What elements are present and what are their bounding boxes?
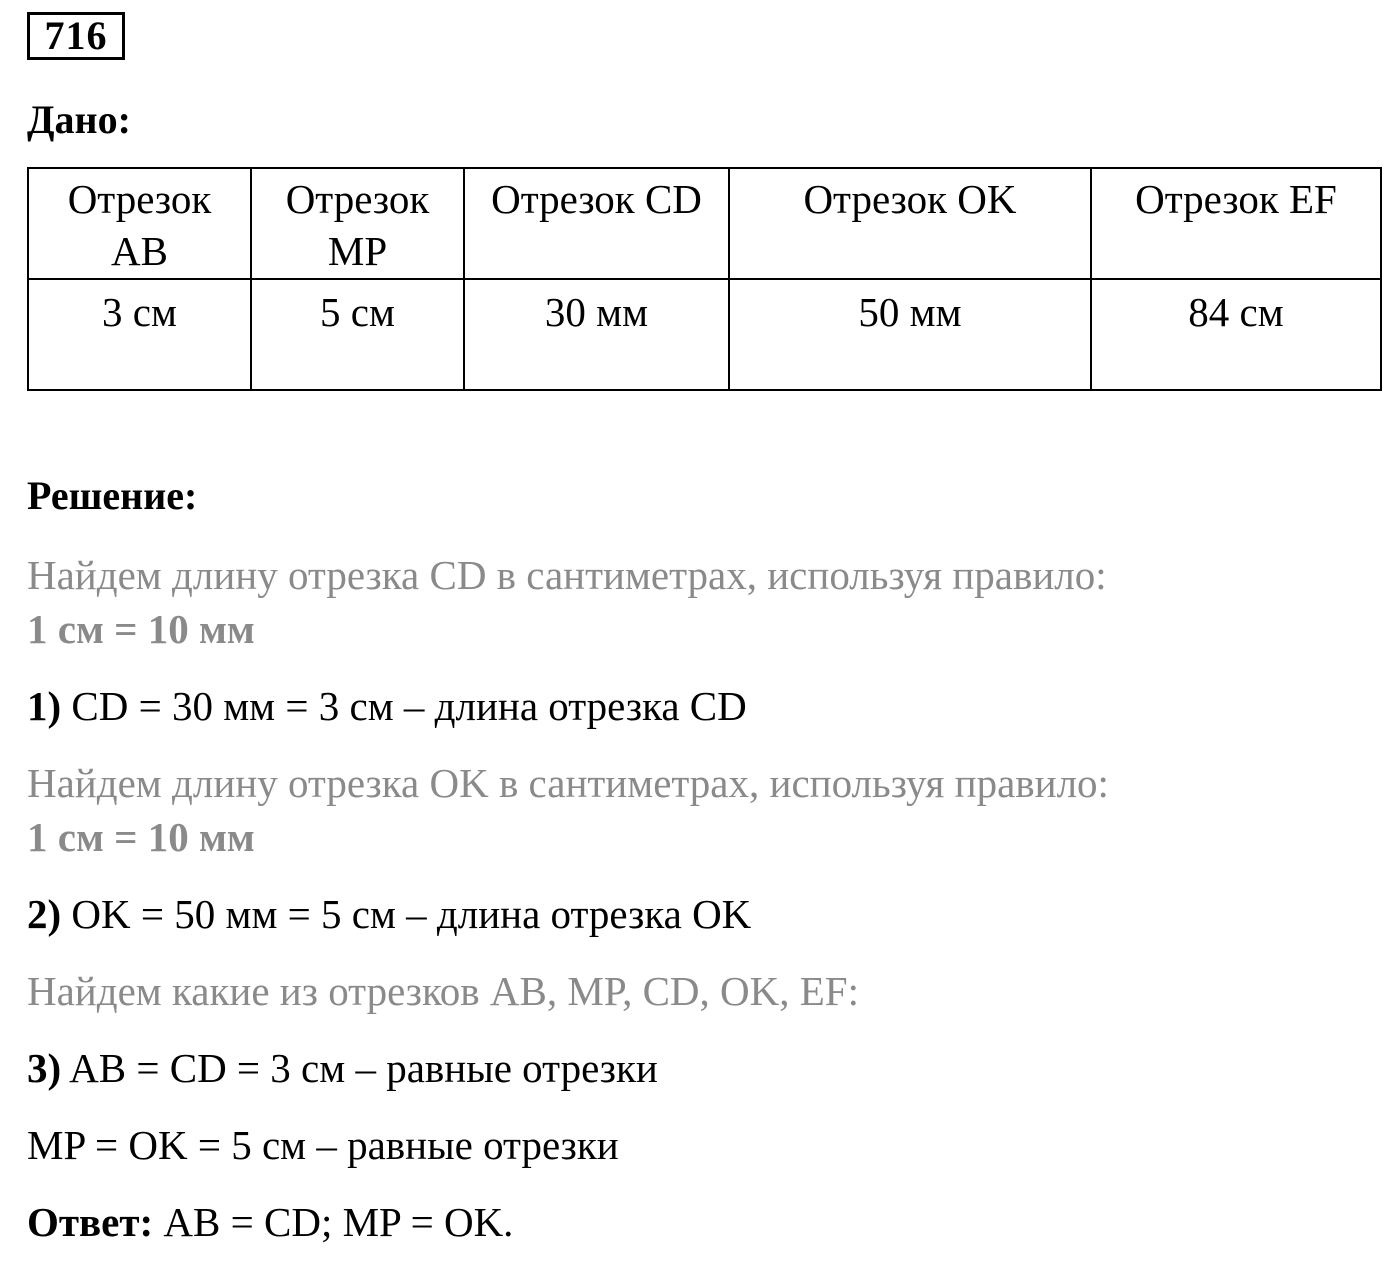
problem-number: 716 — [27, 12, 125, 60]
step-1-line — [27, 681, 747, 731]
step-3-text: AB = CD = 3 см – равные отрезки — [61, 1045, 658, 1091]
answer-line — [27, 1197, 513, 1247]
rule-1-text: 1 см = 10 мм — [27, 606, 255, 652]
answer-label: Ответ: — [27, 1199, 154, 1245]
value-cell-cd: 30 мм — [464, 279, 729, 390]
value-cell-ab: 3 см — [28, 279, 251, 390]
step-2-line — [27, 889, 751, 939]
table-header-row — [28, 168, 1381, 279]
intro-cd-text: Найдем длину отрезка CD в сантиметрах, используя правило: — [27, 552, 1107, 598]
step-2-text: OK = 50 мм = 5 см – длина отрезка OK — [61, 891, 752, 937]
given-table — [27, 167, 1382, 391]
header-cell-mp: Отрезок MP — [251, 168, 464, 279]
step-3-line — [27, 1043, 658, 1093]
answer-text: AB = CD; MP = OK. — [153, 1199, 514, 1245]
solution-heading: Решение: — [27, 473, 198, 518]
intro-equal-text: Найдем какие из отрезков AB, MP, CD, OK, EF: — [27, 968, 859, 1014]
header-cell-ef: Отрезок EF — [1091, 168, 1381, 279]
step-3-second-line: MP = OK = 5 см – равные отрезки — [27, 1122, 619, 1168]
value-cell-ok: 50 мм — [729, 279, 1091, 390]
table-row — [28, 279, 1381, 390]
given-heading: Дано: — [27, 97, 131, 142]
header-cell-ab: Отрезок AB — [28, 168, 251, 279]
value-cell-mp: 5 см — [251, 279, 464, 390]
step-3-number: 3) — [27, 1045, 62, 1091]
intro-ok-text: Найдем длину отрезка OK в сантиметрах, используя правило: — [27, 760, 1109, 806]
rule-2-text: 1 см = 10 мм — [27, 814, 255, 860]
header-cell-ok: Отрезок OK — [729, 168, 1091, 279]
step-2-number: 2) — [27, 891, 62, 937]
step-1-text: CD = 30 мм = 3 см – длина отрезка CD — [61, 683, 747, 729]
value-cell-ef: 84 см — [1091, 279, 1381, 390]
header-cell-cd: Отрезок CD — [464, 168, 729, 279]
step-1-number: 1) — [27, 683, 62, 729]
